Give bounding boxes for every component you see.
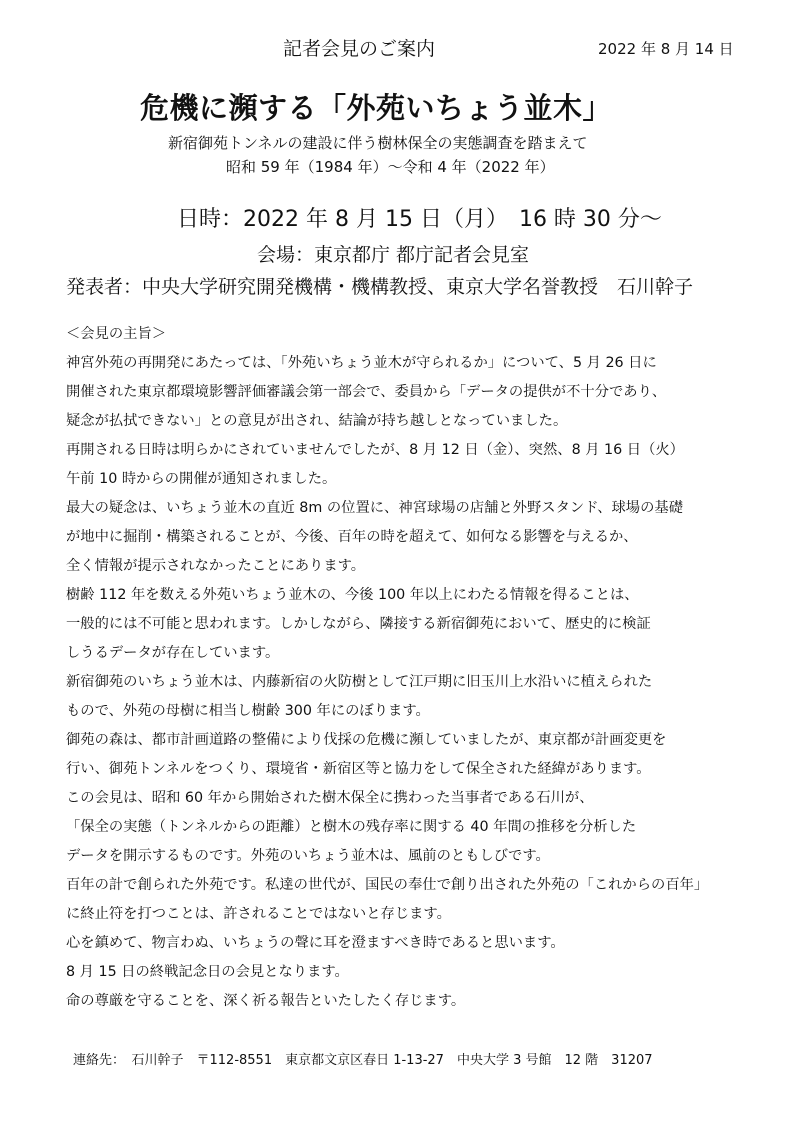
body-line: 「保全の実態（トンネルからの距離）と樹木の残存率に関する 40 年間の推移を分析した bbox=[66, 819, 637, 835]
body-line: 一般的には不可能と思われます。しかしながら、隣接する新宿御苑において、歴史的に検証 bbox=[66, 616, 651, 632]
body-line: 全く情報が提示されなかったことにあります。 bbox=[66, 558, 366, 574]
body-text bbox=[66, 320, 766, 1016]
body-line: 8 月 15 日の終戦記念日の会見となります。 bbox=[66, 964, 349, 980]
body-line: 疑念が払拭できない」との意見が出され、結論が持ち越しとなっていました。 bbox=[66, 413, 568, 429]
event-datetime: 日時：2022 年 8 月 15 日（月） 16 時 30 分～ bbox=[177, 207, 662, 232]
body-line: もので、外苑の母樹に相当し樹齢 300 年にのぼります。 bbox=[66, 703, 430, 719]
subtitle-line: 昭和 59 年（1984 年）～令和 4 年（2022 年） bbox=[226, 158, 555, 176]
body-line: この会見は、昭和 60 年から開始された樹木保全に携わった当事者である石川が、 bbox=[66, 790, 594, 806]
document-type-heading: 記者会見のご案内 bbox=[283, 38, 436, 60]
body-line: 心を鎮めて、物言わぬ、いちょうの聲に耳を澄ますべき時であると思います。 bbox=[66, 935, 565, 951]
body-line: 新宿御苑のいちょう並木は、内藤新宿の火防樹として江戸期に旧玉川上水沿いに植えられた bbox=[66, 674, 653, 690]
body-line: 最大の疑念は、いちょう並木の直近 8m の位置に、神宮球場の店舗と外野スタンド、球場の基礎 bbox=[66, 500, 683, 516]
document-date: 2022 年 8 月 14 日 bbox=[598, 40, 734, 58]
body-line: 午前 10 時からの開催が通知されました。 bbox=[66, 471, 337, 487]
body-line: 神宮外苑の再開発にあたっては、「外苑いちょう並木が守られるか」について、5 月 26 日に bbox=[66, 355, 657, 371]
contact-info: 連絡先： 石川幹子 〒112-8551 東京都文京区春日 1-13-27 中央大学 3 号館 12 階 31207 bbox=[73, 1053, 653, 1068]
section-heading: ＜会見の主旨＞ bbox=[66, 326, 167, 342]
body-line: 行い、御苑トンネルをつくり、環境省・新宿区等と協力をして保全された経緯があります。 bbox=[66, 761, 651, 777]
body-line: 命の尊厳を守ることを、深く祈る報告といたしたく存じます。 bbox=[66, 993, 466, 1009]
event-venue: 会場：東京都庁 都庁記者会見室 bbox=[257, 244, 530, 266]
event-presenter: 発表者：中央大学研究開発機構・機構教授、東京大学名誉教授 石川幹子 bbox=[66, 276, 694, 298]
page-title: 危機に瀕する「外苑いちょう並木」 bbox=[140, 91, 613, 125]
body-line: 開催された東京都環境影響評価審議会第一部会で、委員から「データの提供が不十分であり、 bbox=[66, 384, 667, 400]
body-line: 百年の計で創られた外苑です。私達の世代が、国民の奉仕で創り出された外苑の「これからの百年」 bbox=[66, 877, 709, 893]
body-line: 樹齢 112 年を数える外苑いちょう並木の、今後 100 年以上にわたる情報を得ることは、 bbox=[66, 587, 639, 603]
body-line: データを開示するものです。外苑のいちょう並木は、風前のともしびです。 bbox=[66, 848, 550, 864]
subtitle-line: 新宿御苑トンネルの建設に伴う樹林保全の実態調査を踏まえて bbox=[168, 134, 588, 152]
body-line: に終止符を打つことは、許されることではないと存じます。 bbox=[66, 906, 451, 922]
body-line: しうるデータが存在しています。 bbox=[66, 645, 280, 661]
body-line: が地中に掘削・構築されることが、今後、百年の時を超えて、如何なる影響を与えるか、 bbox=[66, 529, 638, 545]
body-line: 御苑の森は、都市計画道路の整備により伐採の危機に瀕していましたが、東京都が計画変更を bbox=[66, 732, 667, 748]
body-line: 再開される日時は明らかにされていませんでしたが、8 月 12 日（金）、突然、8 月 16 日（火） bbox=[66, 442, 684, 458]
